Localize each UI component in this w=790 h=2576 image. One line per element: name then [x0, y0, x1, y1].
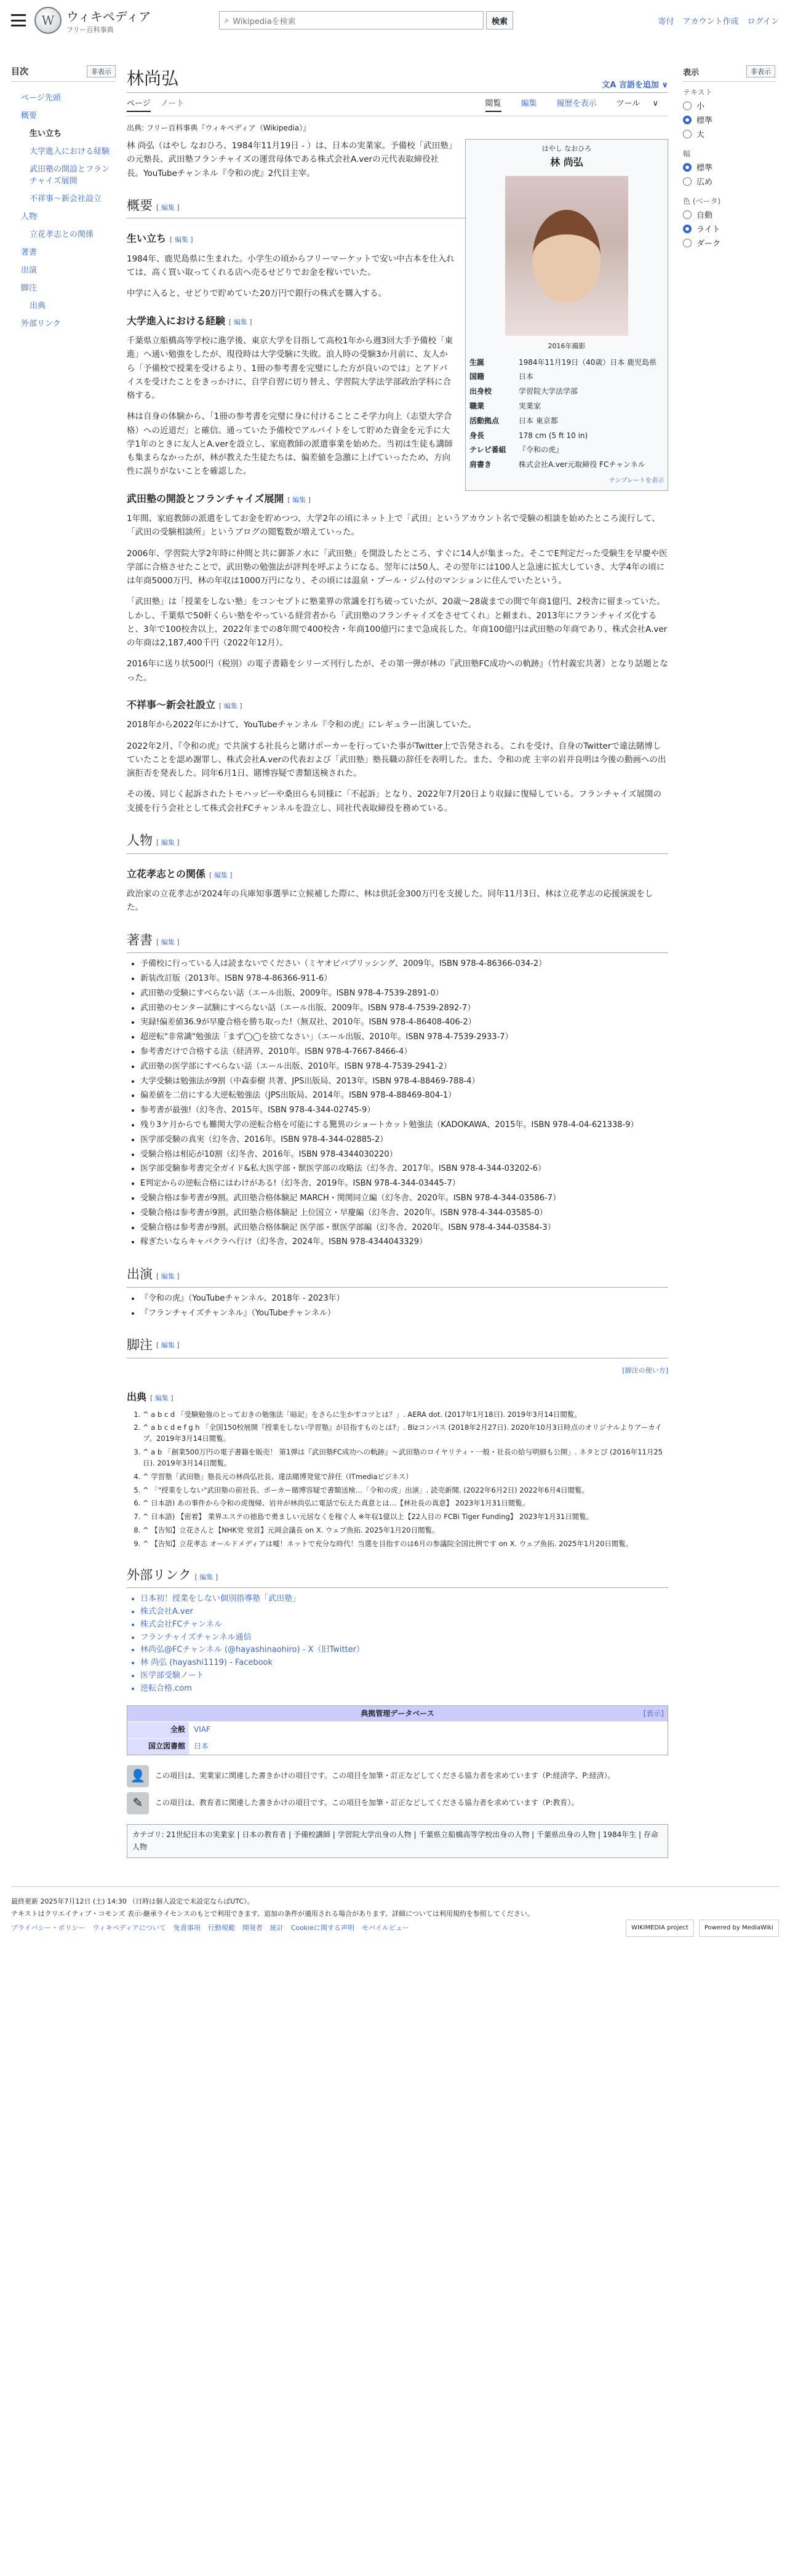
infobox-key: テレビ番組: [469, 445, 506, 455]
toc-item[interactable]: ページ先頭: [21, 94, 61, 103]
section-external-links: 外部リンク [ 編集 ]: [127, 1565, 668, 1589]
footer-link[interactable]: 行動規範: [207, 1924, 235, 1932]
authority-row: 全般 VIAF: [127, 1721, 668, 1738]
reference-item: 3. ^ a b 「創業500万円の電子書籍を販売！ 第1弾は『武田塾FC成功への軌跡』〜武田塾のロイヤリティ・一般・社長の給与明細も公開」. ネタとぴ (2016年11月25日). 2019年3月14日閲覧。: [143, 1447, 668, 1469]
login-link[interactable]: ログイン: [747, 17, 779, 26]
footer-link[interactable]: プライバシー・ポリシー: [11, 1924, 86, 1932]
toc-item[interactable]: 不祥事〜新会社設立: [30, 194, 102, 204]
toc-hide-button[interactable]: 非表示: [87, 65, 116, 78]
toc-item[interactable]: 概要: [21, 111, 38, 121]
book-item: • 受験合格は相応が10割（幻冬舎、2016年。ISBN 978-4344030220）: [140, 1149, 668, 1162]
footer-link[interactable]: Cookieに関する声明: [290, 1924, 355, 1932]
book-item: • 受験合格は参考書が9割。武田塾合格体験記 医学部・獣医学部編（幻冬舎、2020年。ISBN 978-4-344-03584-3）: [140, 1222, 668, 1235]
intro-paragraph: 林 尚弘（はやし なおひろ、1984年11月19日 - ）は、日本の実業家。予備校「武田塾」の元塾長、武田塾フランチャイズの運営母体である株式会社A.verの元代表取締役社長。YouTubeチャンネル『令和の虎』2代目主宰。: [127, 141, 453, 178]
search-icon: ⌕: [225, 15, 229, 25]
section-notes: 脚注 [ 編集 ]: [127, 1334, 668, 1358]
toc-item[interactable]: 出演: [21, 266, 38, 275]
infobox-value: 株式会社A.ver元取締役 FCチャンネル: [519, 460, 645, 469]
toc-item[interactable]: 出典: [30, 301, 46, 311]
categories-box[interactable]: カテゴリ: 21世紀日本の実業家 | 日本の教育者 | 予備校講師 | 学習院大学出身の人物 | 千葉県立船橋高等学校出身の人物 | 千葉県出身の人物 | 1984年生 | 存命人物: [127, 1824, 668, 1858]
toc-item[interactable]: 外部リンク: [21, 319, 61, 329]
book-item: • 受験合格は参考書が9割。武田塾合格体験記 MARCH・関関同立編（幻冬舎、2020年。ISBN 978-4-344-03586-7）: [140, 1192, 668, 1205]
paragraph: 1年間、家庭教師の派遣をしてお金を貯めつつ、大学2年の頃にネット上で「武田」というアカウント名で受験の相談を始めたところ流行して、「武田の受験相談所」というブログの閲覧数が増えていった。: [127, 514, 660, 538]
paragraph: 1984年、鹿児島県に生まれた。小学生の頃からフリーマーケットで安い中古本を仕入れては、高く買い取ってくれる店へ売るせどりでお金を稼いでいた。: [127, 253, 455, 278]
text-size-large[interactable]: 大: [683, 128, 775, 140]
paragraph: 2022年2月、『令和の虎』で共演する社長らと賭けポーカーを行っていた事がTwitter上で告発される。これを受け、自身のTwitterで違法賭博していたことを認め謝罪し、株式会社A.verの代表および「武田塾」塾長職の辞任を表明した。また、令和の虎 主宰の岩井良明は今後の動画への出演拒否を発表した。同年6月1日、賭博容疑で書類送検された。: [127, 741, 666, 779]
toc-title: 目次: [11, 67, 28, 77]
infobox-value: 学習院大学法学部: [519, 387, 578, 396]
section-franchise: 武田塾の開設とフランチャイズ展開 [ 編集 ]: [127, 492, 311, 504]
book-item: • 偏差値を二倍にする大逆転勉強法（JPS出版局、2014年。ISBN 978-4-88469-804-1）: [140, 1090, 668, 1103]
section-university: 大学進入における経験 [ 編集 ]: [127, 314, 252, 327]
infobox-row: [469, 399, 664, 414]
reference-item: 7. ^ 日本語) 【密着】 業界エステの徳島で勇ましい元居なくを稼ぐ人 ※年収1億以上【22人目の FCBi Tiger Funding】 2023年1月31日閲覧。: [143, 1512, 668, 1523]
create-account-link[interactable]: アカウント作成: [682, 17, 739, 26]
external-link[interactable]: • フランチャイズチャンネル通信: [140, 1632, 668, 1645]
width-wide[interactable]: 広め: [683, 175, 775, 187]
infobox-key: 職業: [469, 402, 485, 411]
book-item: • E判定からの逆転合格にはわけがある!（幻冬舎、2019年。ISBN 978-4-344-03445-7）: [140, 1178, 668, 1190]
tab-edit[interactable]: 編集: [521, 99, 537, 108]
appearance-item: • 『フランチャイズチャンネル』（YouTubeチャンネル）: [140, 1307, 668, 1320]
authority-toggle[interactable]: [表示]: [643, 1709, 664, 1718]
stub-notice: 👤 この項目は、実業家に関連した書きかけの項目です。この項目を加筆・訂正などしてくださる協力者を求めています（P:経済学、P:経済）。: [127, 1765, 668, 1787]
infobox-value: 1984年11月19日（40歳）日本 鹿児島県: [519, 357, 657, 367]
wikimedia-badge[interactable]: WIKIMEDIA project: [626, 1920, 694, 1937]
authority-control: 典拠管理データベース [表示] 全般 VIAF 国立図書館 日本: [127, 1705, 668, 1755]
book-item: • 稼ぎたいならキャバクラへ行け（幻冬舎、2024年。ISBN 978-4344043329）: [140, 1236, 668, 1249]
appearance-item: • 『令和の虎』（YouTubeチャンネル、2018年 - 2023年）: [140, 1293, 668, 1306]
footer-link[interactable]: 免責事項: [173, 1924, 201, 1932]
infobox-key: 肩書き: [469, 460, 492, 469]
footer-link[interactable]: モバイルビュー: [362, 1924, 410, 1932]
reference-item: 9. ^ 【告知】立花孝志 オールドメディアは嘘！ネットで充分な時代！当選を目指すのは6月の参議院全国比例です on X. ウェブ魚拓. 2025年1月20日閲覧。: [143, 1539, 668, 1550]
book-item: • 新装改訂版（2013年。ISBN 978-4-86366-911-6）: [140, 973, 668, 986]
book-item: • 予備校に行っている人は読まないでください（ミヤオビパブリッシング、2009年。ISBN 978-4-86366-034-2）: [140, 958, 668, 971]
infobox-row: [469, 385, 664, 399]
external-link[interactable]: • 日本初！授業をしない個別指導塾「武田塾」: [140, 1593, 668, 1606]
book-item: • 参考書だけで合格する法（経済界、2010年。ISBN 978-4-7667-8466-4）: [140, 1046, 668, 1059]
paragraph: 「武田塾」は「授業をしない塾」をコンセプトに塾業界の常識を打ち破っていたが、20歳〜28歳までの間で年商1億円、2校舎に留まっていた。しかし、千葉県で50軒くらい塾をやっている経営者から「武田塾のフランチャイズをさせてくれ」と頼まれ、2013年にフランチャイズ化すると、3年で100校舎以上、2022年までの8年間で400校舎・年商100億円にまで急成長した。年商100億円は武田塾の年商であり、株式会社A.verの年商は2,187,400千円（2022年12月）。: [127, 597, 668, 648]
portrait-photo[interactable]: [505, 176, 628, 336]
book-item: • 受験合格は参考書が9割。武田塾合格体験記 上位国立・早慶編（幻冬舎、2020年。ISBN 978-4-344-03585-0）: [140, 1207, 668, 1220]
toc-item[interactable]: 脚注: [21, 284, 38, 293]
infobox-name: 林 尚弘: [550, 156, 583, 169]
stub-notice: ✎ この項目は、教育者に関連した書きかけの項目です。この項目を加筆・訂正などしてくださる協力者を求めています（P:教育）。: [127, 1792, 668, 1814]
infobox-row: [469, 370, 664, 385]
text-size-small[interactable]: 小: [683, 100, 775, 111]
color-dark[interactable]: ダーク: [683, 237, 775, 249]
tools-menu[interactable]: ツール ∨: [616, 99, 658, 108]
businessman-icon: 👤: [127, 1765, 149, 1787]
infobox-reading: はやし なおひろ: [541, 145, 592, 153]
book-item: • 残り3ケ月からでも難関大学の逆転合格を可能にする驚異のショートカット勉強法（KADOKAWA、2015年。ISBN 978-4-04-621338-9）: [140, 1119, 668, 1132]
section-scandal: 不祥事〜新会社設立 [ 編集 ]: [127, 698, 242, 711]
footer-link[interactable]: ウィキペディアについて: [92, 1924, 166, 1932]
page-title: 林尚弘: [127, 68, 179, 89]
last-modified: 最終更新 2025年7月12日 (土) 14:30 （日時は個人設定で未設定ならばUTC）。: [11, 1897, 254, 1905]
search-input[interactable]: ⌕ Wikipediaを検索: [219, 11, 484, 30]
tab-talk[interactable]: ノート: [160, 99, 185, 108]
book-item: • 大学受験は勉強法が9割（中森泰樹 共著、JPS出版局、2013年。ISBN 978-4-88469-788-4）: [140, 1075, 668, 1088]
source-note: 出典: フリー百科事典『ウィキペディア（Wikipedia）』: [127, 124, 311, 132]
paragraph: 政治家の立花孝志が2024年の兵庫知事選挙に立候補した際に、林は供託金300万円を支援した。同年11月3日、林は立花孝志の応援演説をした。: [127, 889, 653, 913]
site-title: ウィキペディア: [66, 9, 151, 24]
infobox-value: 実業家: [519, 402, 541, 411]
infobox-row: [469, 356, 664, 370]
toc-item[interactable]: 武田塾の開設とフランチャイズ展開: [30, 165, 110, 186]
section-appearances: 出演 [ 編集 ]: [127, 1264, 668, 1288]
article: [127, 41, 668, 1868]
language-button[interactable]: 文A 言語を追加 ∨: [602, 81, 668, 90]
section-books: 著書 [ 編集 ]: [127, 930, 668, 954]
paragraph: 2018年から2022年にかけて、YouTubeチャンネル『令和の虎』にレギュラー出演していた。: [127, 720, 477, 730]
site-logo[interactable]: [34, 7, 158, 34]
mediawiki-badge[interactable]: Powered by MediaWiki: [699, 1920, 779, 1937]
infobox-key: 活動拠点: [469, 416, 500, 425]
width-standard[interactable]: 標準: [683, 161, 775, 173]
section-overview: 概要 [ 編集 ]: [127, 195, 668, 219]
infobox: [465, 139, 668, 491]
infobox-row: [469, 443, 664, 458]
book-item: • 医学部受験参考書完全ガイド&私大医学部・獣医学部の攻略法（幻冬舎、2017年。ISBN 978-4-344-03202-6）: [140, 1163, 668, 1176]
infobox-value: 『令和の虎』: [519, 445, 564, 455]
user-links: [652, 15, 779, 26]
reference-item: 1. ^ a b c d 「受験勉強のとっておきの勉強法「暗記」をさらに生かすコツとは？」. AERA dot. (2017年1月18日). 2019年3月14日閲覧。: [143, 1410, 668, 1421]
paragraph: 2016年に送り状500円（税別）の電子書籍をシリーズ刊行したが、その第一弾が林の『武田塾FC成功への軌跡』（竹村義宏共著）となり話題となった。: [127, 659, 668, 683]
authority-row: 国立図書館 日本: [127, 1738, 668, 1755]
reference-item: 5. ^ 「"授業をしない"武田塾の前社長、ポーカー賭博容疑で書類送検…「令和の虎」出演」. 読売新聞. (2022年6月2日) 2022年6月4日閲覧。: [143, 1485, 668, 1496]
book-item: • 参考書が最強!（幻冬舎、2015年。ISBN 978-4-344-02745-9）: [140, 1104, 668, 1117]
footer-link[interactable]: 開発者: [242, 1924, 263, 1932]
section-sources: 出典 [ 編集 ]: [127, 1391, 174, 1403]
book-item: • 超逆転"非常識"勉強法「まず◯◯を捨てなさい」（エール出版、2010年。ISBN 978-4-7539-2933-7）: [140, 1031, 668, 1044]
paragraph: 2006年、学習院大学2年時に仲間と共に御茶ノ水に「武田塾」を開設したところ、すぐに14人が集まった。そこでE判定だった受験生を早慶や医学部に合格させたことで、武田塾の勉強法が評判を呼ぶようになる。翌年には50人、その翌年には100人と急速に拡大していき、大学4年の頃には年商5000万円、林の年収は1000万円になり、その頃には温泉・プール・ジム付のマンションに住んでいたという。: [127, 548, 668, 586]
infobox-row: [469, 414, 664, 429]
table-of-contents: [11, 41, 116, 1868]
external-link[interactable]: • 林 尚弘 (hayashi1119) - Facebook: [140, 1657, 668, 1670]
infobox-row: [469, 429, 664, 444]
infobox-key: 生誕: [469, 357, 485, 367]
tab-history[interactable]: 履歴を表示: [556, 99, 597, 108]
appearance-panel: 表示 非表示 テキスト 小 標準 大 幅 標準 広め 色 (ベータ) 自動 ライト ダーク: [683, 41, 775, 1868]
toc-item[interactable]: 人物: [21, 212, 38, 221]
paragraph: 林は自身の体験から、「1冊の参考書を完璧に身に付けることこそ学力向上（志望大学合格）への近道だ」と確信。通っていた予備校でアルバイトをして貯めた資金を元手に大学1年のときに友人とA.verを設立し、家庭教師の派遣事業を始めた。当初は生徒も講師も集まらなかったが、林が教えた生徒たちは、偏差値を急激に上げていったため、方向性に誤りがないことを確認した。: [127, 412, 453, 477]
section-early: 生い立ち [ 編集 ]: [127, 233, 193, 245]
search-button[interactable]: 検索: [486, 11, 513, 30]
paragraph: その後、同じく起訴されたトモハッピーや桑田らも同様に「不起訴」となり、2022年7月20日より収録に復帰している。フランチャイズ展開の支援を行う会社として株式会社FCチャンネルを設立し、同社代表取締役を務めている。: [127, 789, 662, 813]
reference-item: 2. ^ a b c d e f g h 「全国150校展開『授業をしない学習塾』が目指すものとは?」. Bizコンパス (2018年2月27日). 2020年10月3日時点のオリジナルよりアーカイブ。2019年3月14日閲覧。: [143, 1422, 668, 1445]
photo-caption: 2016年撮影: [548, 341, 586, 350]
infobox-row: [469, 458, 664, 473]
color-auto[interactable]: 自動: [683, 209, 775, 220]
external-link[interactable]: • 林尚弘@FCチャンネル (@hayashinaohiro) - X（旧Twitter）: [140, 1644, 668, 1657]
section-tachibana: 立花孝志との関係 [ 編集 ]: [127, 867, 233, 880]
footer-link[interactable]: 統計: [269, 1924, 284, 1932]
external-link[interactable]: • 株式会社A.ver: [140, 1606, 668, 1619]
footer: [11, 1886, 779, 1937]
license-text: テキストはクリエイティブ・コモンズ 表示-継承ライセンスのもとで利用できます。追加の条件が適用される場合があります。詳細については利用規約を参照してください。: [11, 1909, 534, 1918]
text-size-standard[interactable]: 標準: [683, 114, 775, 126]
teacher-icon: ✎: [127, 1792, 149, 1814]
infobox-value: 日本: [519, 372, 534, 381]
infobox-value: 178 cm (5 ft 10 in): [519, 431, 588, 440]
header: [0, 0, 790, 41]
paragraph: 中学に入ると、せどりで貯めていた20万円で銀行の株式を購入する。: [127, 289, 387, 299]
toc-item[interactable]: 著書: [21, 248, 38, 257]
toc-item[interactable]: 大学進入における経験: [30, 147, 110, 156]
book-item: • 武田塾のセンター試験にすべらない話（エール出版、2009年。ISBN 978-4-7539-2892-7）: [140, 1002, 668, 1015]
paragraph: 千葉県立船橋高等学校に進学後、東京大学を目指して高校1年から週3回大手予備校「東進」へ通い勉強をしたが、現役時は大学受験に失敗。浪人時の受験3か月前に、友人から「予備校で授業を受けるより、1冊の参考書を完璧にした方が良いのでは」とアドバイスを受けたことをきっかけに、自学自習に切り替え、学習院大学法学部政治学科に合格する。: [127, 336, 453, 401]
external-link[interactable]: • 株式会社FCチャンネル: [140, 1619, 668, 1632]
notes-usage-link[interactable]: [脚注の使い方]: [622, 1366, 668, 1374]
reference-item: 6. ^ 日本語) あの事件から令和の虎復帰、岩井が林尚弘に電話で伝えた真意とは…【林社長の真意】 2023年1月31日閲覧。: [143, 1498, 668, 1509]
donate-link[interactable]: 寄付: [658, 17, 674, 26]
toc-item[interactable]: 立花孝志との関係: [30, 230, 94, 239]
section-person: 人物 [ 編集 ]: [127, 830, 668, 854]
external-link[interactable]: • 逆転合格.com: [140, 1683, 668, 1696]
wikipedia-globe-icon: W: [34, 7, 62, 34]
book-item: • 武田塾の受験にすべらない話（エール出版、2009年。ISBN 978-4-7539-2891-0）: [140, 987, 668, 1000]
book-item: • 実録!偏差値36.9が早慶合格を勝ち取った!（無双社、2010年。ISBN 978-4-86408-406-2）: [140, 1016, 668, 1029]
infobox-value: 日本 東京都: [519, 416, 558, 425]
tab-read[interactable]: 閲覧: [485, 97, 501, 112]
infobox-key: 身長: [469, 431, 485, 440]
infobox-key: 国籍: [469, 372, 485, 381]
page-tabs: [127, 97, 668, 116]
reference-item: 8. ^ 【告知】立花さんと【NHK党 党首】元岡会議長 on X. ウェブ魚拓. 2025年1月20日閲覧。: [143, 1525, 668, 1536]
color-light[interactable]: ライト: [683, 223, 775, 234]
tab-page[interactable]: ページ: [127, 97, 151, 112]
menu-icon[interactable]: [11, 14, 26, 26]
infobox-key: 出身校: [469, 387, 492, 396]
template-link[interactable]: テンプレートを表示: [608, 477, 664, 485]
site-subtitle: フリー百科事典: [66, 25, 114, 34]
reference-item: 4. ^ 学習塾「武田塾」塾長元の林尚弘社長、違法賭博発覚で辞任（ITmediaビジネス）: [143, 1472, 668, 1483]
appearance-title: 表示: [683, 68, 700, 78]
external-link[interactable]: • 医学部受験ノート: [140, 1670, 668, 1683]
appearance-hide-button[interactable]: 非表示: [746, 65, 775, 78]
book-item: • 武田塾の医学部にすべらない話（エール出版、2010年。ISBN 978-4-7539-2941-2）: [140, 1061, 668, 1074]
book-item: • 医学部受験の真実（幻冬舎、2016年。ISBN 978-4-344-02885-2）: [140, 1134, 668, 1147]
toc-item[interactable]: 生い立ち: [30, 129, 62, 138]
search-bar: [219, 11, 513, 30]
